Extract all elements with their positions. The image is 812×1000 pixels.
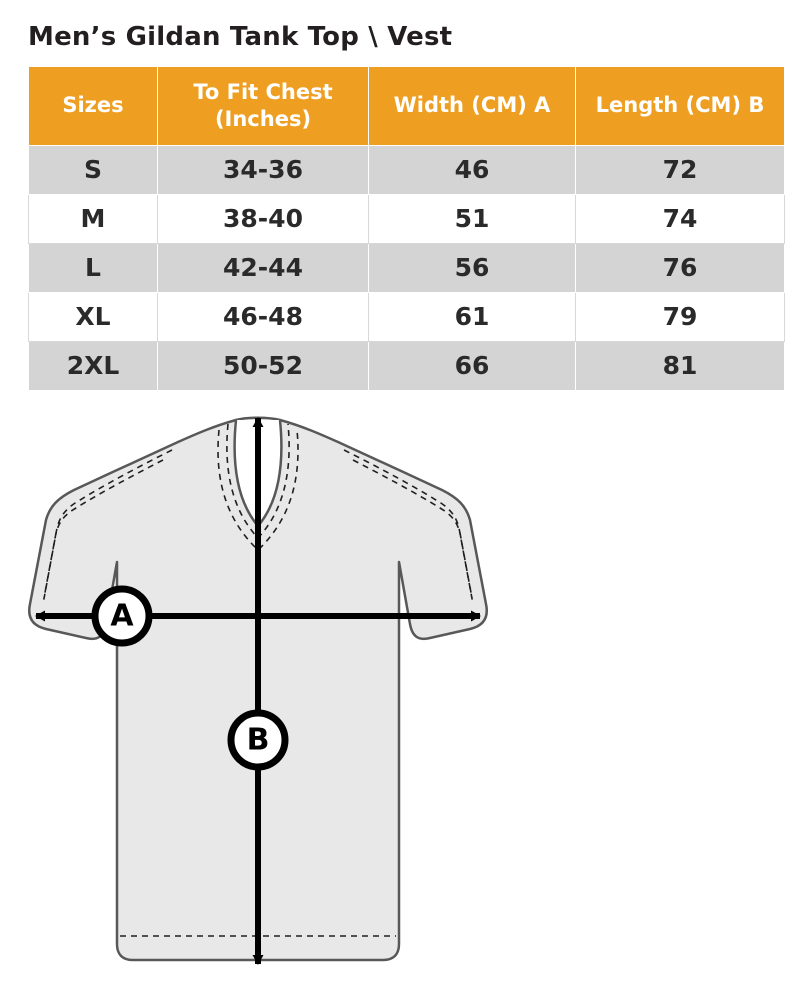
cell-size: XL — [29, 292, 158, 341]
cell-size: S — [29, 145, 158, 194]
cell-width: 56 — [369, 243, 576, 292]
cell-size: 2XL — [29, 341, 158, 390]
table-row — [29, 243, 785, 292]
table-row — [29, 292, 785, 341]
size-table — [28, 66, 785, 391]
column-header-length: Length (CM) B — [576, 67, 785, 146]
cell-length: 72 — [576, 145, 785, 194]
table-row — [29, 194, 785, 243]
column-header-sizes: Sizes — [29, 67, 158, 146]
cell-size: L — [29, 243, 158, 292]
column-header-width: Width (CM) A — [369, 67, 576, 146]
cell-size: M — [29, 194, 158, 243]
cell-length: 81 — [576, 341, 785, 390]
garment-diagram — [0, 408, 812, 1000]
column-header-chest: To Fit Chest (Inches) — [158, 67, 369, 146]
cell-length: 79 — [576, 292, 785, 341]
table-row — [29, 341, 785, 390]
cell-chest: 34-36 — [158, 145, 369, 194]
width-marker-a — [95, 589, 149, 643]
page-title: Men’s Gildan Tank Top \ Vest — [28, 22, 453, 52]
length-marker-b — [231, 713, 285, 767]
cell-width: 46 — [369, 145, 576, 194]
table-header-row — [29, 67, 785, 146]
cell-chest: 42-44 — [158, 243, 369, 292]
cell-width: 66 — [369, 341, 576, 390]
cell-width: 61 — [369, 292, 576, 341]
width-marker-label: A — [110, 598, 134, 634]
cell-length: 74 — [576, 194, 785, 243]
cell-chest: 38-40 — [158, 194, 369, 243]
table-row — [29, 145, 785, 194]
cell-length: 76 — [576, 243, 785, 292]
length-marker-label: B — [246, 722, 270, 758]
cell-width: 51 — [369, 194, 576, 243]
cell-chest: 46-48 — [158, 292, 369, 341]
cell-chest: 50-52 — [158, 341, 369, 390]
